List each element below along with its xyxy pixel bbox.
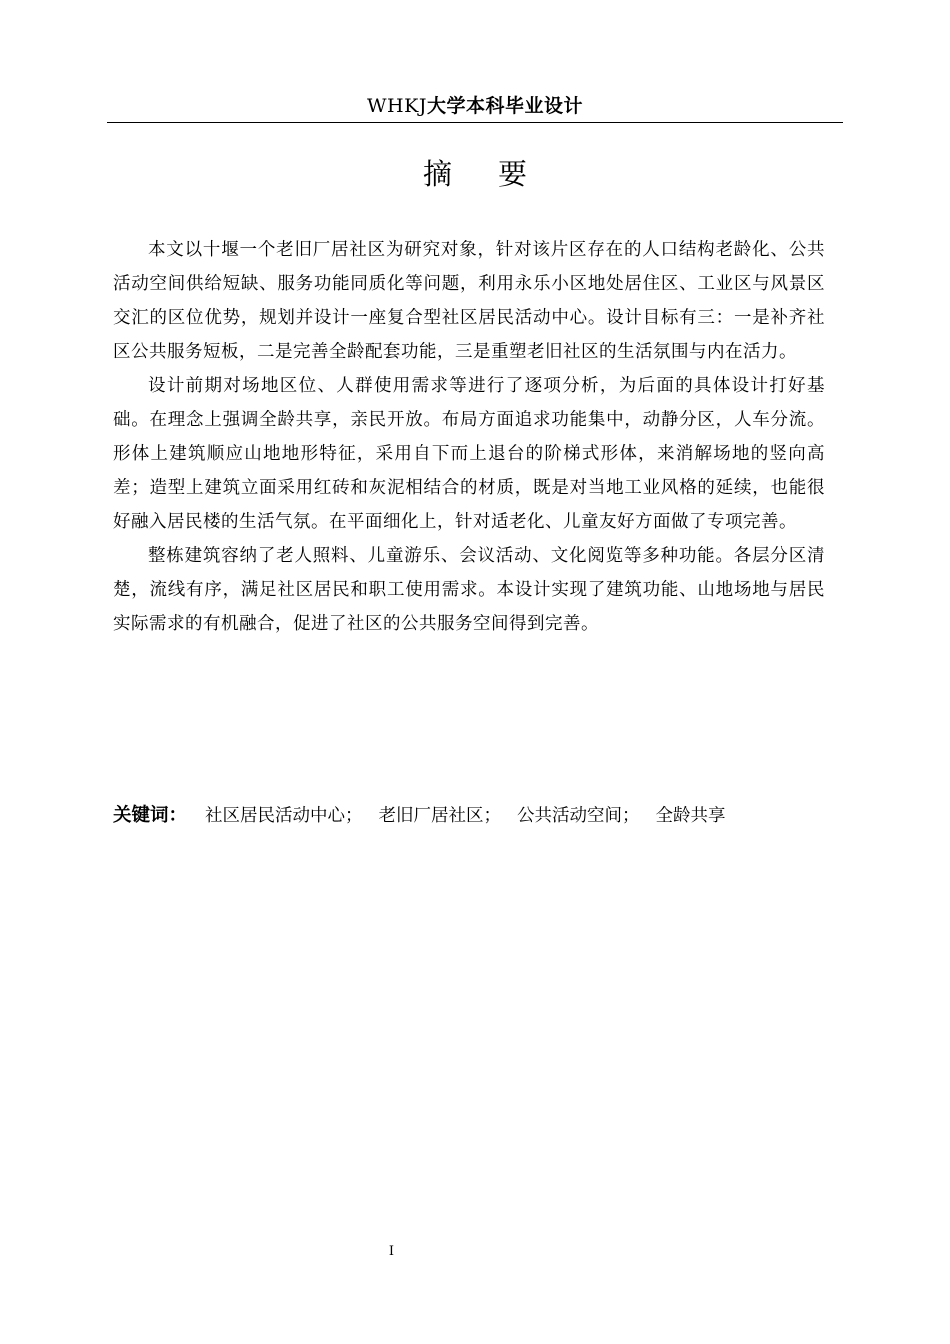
keyword-item: 社区居民活动中心； [205,806,363,826]
keywords-line [113,799,853,833]
keyword-item: 老旧厂居社区； [378,806,502,826]
keywords-label: 关键词： [113,805,188,826]
keyword-item: 全龄共享 [655,806,726,826]
header-prefix: WHKJ [367,95,427,117]
keyword-item: 公共活动空间； [517,806,640,826]
abstract-paragraph: 本文以十堰一个老旧厂居社区为研究对象，针对该片区存在的人口结构老龄化、公共活动空间供给短缺、服务功能同质化等问题，利用永乐小区地处居住区、工业区与风景区交汇的区位优势，规划并设计一座复合型社区居民活动中心。设计目标有三：一是补齐社区公共服务短板，二是完善全龄配套功能，三是重塑老旧社区的生活氛围与内在活力。 [113,240,825,362]
page-number: I [388,1244,395,1259]
abstract-paragraph: 设计前期对场地区位、人群使用需求等进行了逐项分析，为后面的具体设计打好基础。在理念上强调全龄共享，亲民开放。布局方面追求功能集中，动静分区，人车分流。形体上建筑顺应山地地形特征，采用自下而上退台的阶梯式形体，来消解场地的竖向高差；造型上建筑立面采用红砖和灰泥相结合的材质，既是对当地工业风格的延续，也能很好融入居民楼的生活气氛。在平面细化上，针对适老化、儿童友好方面做了专项完善。 [113,376,825,532]
running-header [107,92,843,120]
header-title: 大学本科毕业设计 [426,95,583,117]
abstract-title: 摘要 [422,157,573,191]
abstract-body [113,233,825,641]
header-rule [107,122,843,123]
abstract-paragraph: 整栋建筑容纳了老人照料、儿童游乐、会议活动、文化阅览等多种功能。各层分区清楚，流线有序，满足社区居民和职工使用需求。本设计实现了建筑功能、山地场地与居民实际需求的有机融合，促进了社区的公共服务空间得到完善。 [113,546,825,634]
